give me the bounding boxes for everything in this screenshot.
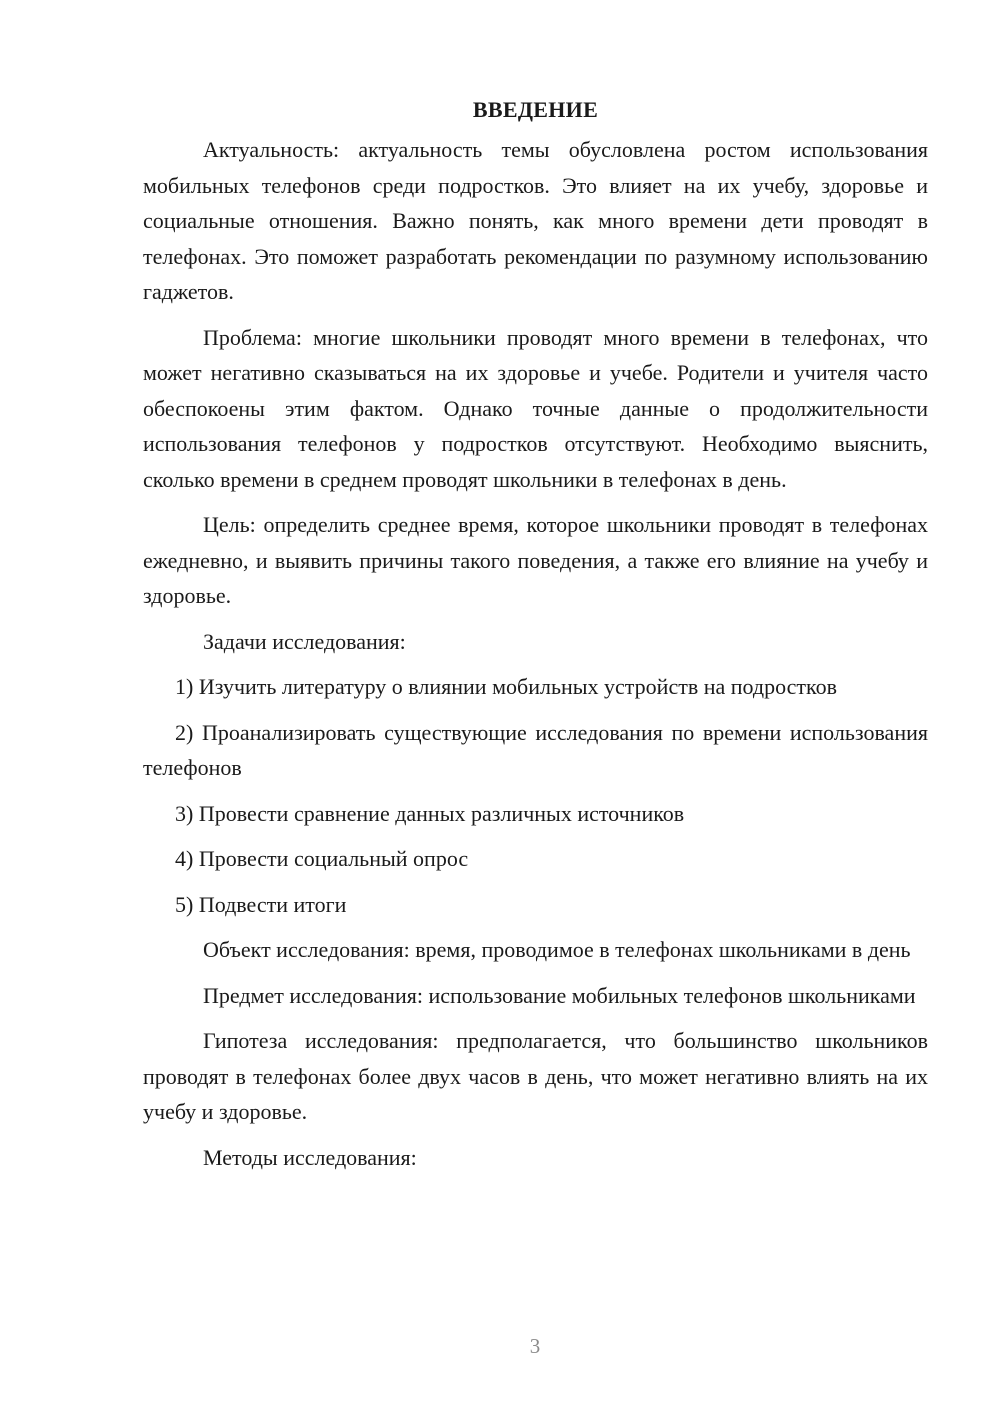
methods-heading: Методы исследования: (203, 1144, 417, 1170)
task-item-3: 3) Провести сравнение данных различных источников (175, 800, 685, 826)
paragraph-goal: Цель: определить среднее время, которое школьники проводят в телефонах ежедневно, и выявить причины такого поведения, а также его влияние на учебу и здоровье. (143, 512, 928, 608)
paragraph-subject: Предмет исследования: использование мобильных телефонов школьниками (203, 982, 916, 1008)
document-page (143, 92, 928, 1185)
tasks-heading: Задачи исследования: (203, 628, 406, 654)
paragraph-object: Объект исследования: время, проводимое в телефонах школьниками в день (203, 937, 911, 962)
task-item-5: 5) Подвести итоги (175, 891, 347, 917)
page-number: 3 (529, 1334, 541, 1358)
paragraph-relevance: Актуальность: актуальность темы обусловлена ростом использования мобильных телефонов среди подростков. Это влияет на их учебу, здоровье и социальные отношения. Важно понять, как много времени дети проводят в телефонах. Это поможет разработать рекомендации по разумному использованию гаджетов. (143, 137, 928, 304)
paragraph-hypothesis: Гипотеза исследования: предполагается, что большинство школьников проводят в телефонах более двух часов в день, что может негативно влиять на их учебу и здоровье. (143, 1028, 928, 1124)
page-title: ВВЕДЕНИЕ (472, 97, 599, 122)
task-item-1: 1) Изучить литературу о влиянии мобильных устройств на подростков (175, 674, 837, 699)
task-item-2: 2) Проанализировать существующие исследования по времени использования телефонов (143, 719, 928, 780)
task-item-4: 4) Провести социальный опрос (175, 846, 469, 871)
paragraph-problem: Проблема: многие школьники проводят много времени в телефонах, что может негативно сказываться на их здоровье и учебе. Родители и учителя часто обеспокоены этим фактом. Однако точные данные о продолжительности использования телефонов у подростков отсутствуют. Необходимо выяснить, сколько времени в среднем проводят школьники в телефонах в день. (143, 324, 928, 492)
